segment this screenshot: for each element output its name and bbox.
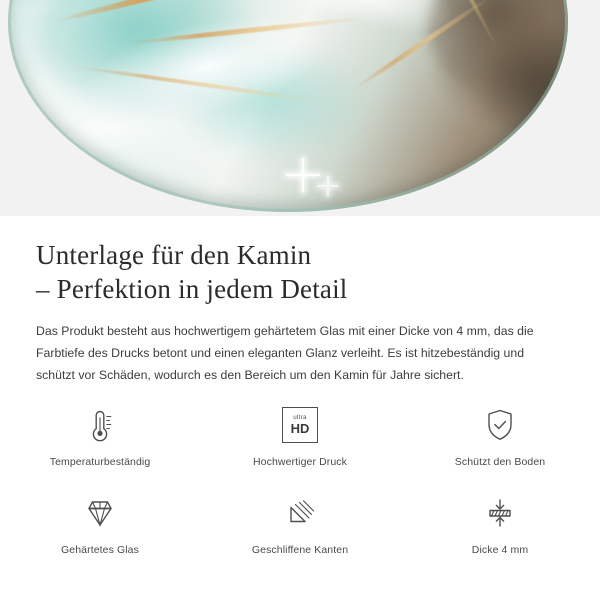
headline-line-2: – Perfektion in jedem Detail (36, 274, 348, 304)
shield-check-icon (478, 402, 522, 448)
thickness-icon (478, 490, 522, 536)
glass-plate-image (8, 0, 568, 212)
feature-label: Hochwertiger Druck (253, 456, 347, 468)
ultra-hd-icon (282, 402, 318, 448)
ultra-hd-badge-top: ultra (293, 413, 307, 421)
feature-grid (0, 398, 600, 574)
feature-thickness (400, 486, 600, 574)
headline-line-1: Unterlage für den Kamin (36, 240, 312, 270)
feature-protects-floor (400, 398, 600, 486)
page-title (0, 216, 600, 306)
ultra-hd-badge-bottom: HD (290, 421, 310, 437)
diamond-icon (78, 490, 122, 536)
feature-tempered-glass (0, 486, 200, 574)
feature-label: Temperaturbeständig (49, 456, 151, 468)
feature-polished-edges (200, 486, 400, 574)
feature-label: Schützt den Boden (454, 456, 546, 468)
feature-label: Gehärtetes Glas (61, 544, 139, 556)
feature-label: Geschliffene Kanten (251, 544, 349, 556)
hero-image (0, 0, 600, 216)
text-content (0, 216, 600, 386)
feature-high-quality-print (200, 398, 400, 486)
feature-temperature-resistant (0, 398, 200, 486)
polished-edges-icon (278, 490, 322, 536)
body-text: Das Produkt besteht aus hochwertigem gehärtetem Glas mit einer Dicke von 4 mm, das die Farbtiefe des Drucks betont und einen eleganten Glanz verleiht. Es ist hitzebeständig und schützt vor Schäden, wodurch es den Bereich um den Kamin für Jahre sichert. (36, 324, 534, 382)
thermometer-icon (78, 402, 122, 448)
feature-label: Dicke 4 mm (471, 544, 529, 556)
